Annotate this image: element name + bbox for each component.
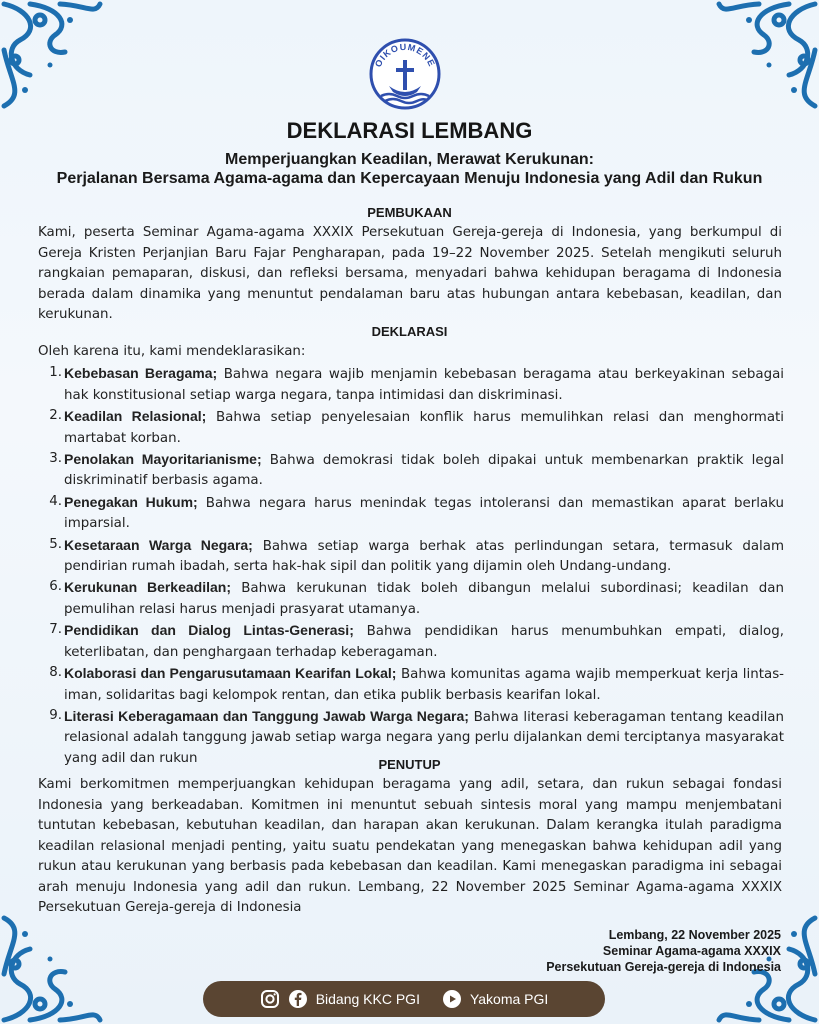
page-title: DEKLARASI LEMBANG: [286, 118, 533, 143]
ornament-icon: [0, 914, 110, 1024]
subtitle-line-2: Perjalanan Bersama Agama-agama dan Kepercayaan Menuju Indonesia yang Adil dan Rukun: [56, 170, 763, 187]
list-number: 5.: [49, 536, 62, 552]
list-item: [38, 620, 784, 663]
signature-event: Seminar Agama-agama XXXIX: [602, 944, 781, 958]
list-item-heading: Kesetaraan Warga Negara;: [64, 536, 253, 553]
signature-block: [546, 927, 781, 975]
list-item-heading: Pendidikan dan Dialog Lintas-Generasi;: [64, 622, 354, 639]
corner-ornament-top-right: [709, 0, 819, 110]
list-item: [38, 449, 784, 492]
facebook-icon[interactable]: [288, 989, 308, 1009]
list-item: [38, 492, 784, 535]
list-number: 7.: [49, 622, 62, 638]
corner-ornament-bottom-left: [0, 914, 110, 1024]
social-handle-kkc[interactable]: Bidang KKC PGI: [315, 991, 420, 1007]
corner-ornament-top-left: [0, 0, 110, 110]
youtube-icon[interactable]: [442, 989, 462, 1009]
opening-paragraph: Kami, peserta Seminar Agama-agama XXXIX Persekutuan Gereja-gereja di Indonesia, yang berkumpul di Gereja Kristen Perjanjian Baru Fajar Pengharapan, pada 19–22 November 2025. Setelah mengikuti seluruh rangkaian pemaparan, diskusi, dan refleksi bersama, menyadari bahwa kehidupan beragama di Indonesia berada dalam dinamika yang menuntut pendalaman baru atas hubungan antara kebebasan, keadilan, dan kerukunan.: [38, 225, 782, 322]
list-number: 4.: [49, 493, 62, 509]
list-item-heading: Kolaborasi dan Pengarusutamaan Kearifan Lokal;: [64, 665, 397, 682]
logo-text: OIKOUMENE: [372, 41, 438, 69]
list-number: 2.: [49, 408, 62, 424]
declaration-heading: DEKLARASI: [371, 324, 448, 339]
list-item: [38, 577, 784, 620]
page-subtitle: [0, 150, 819, 188]
oikoumene-logo: [369, 38, 441, 110]
list-item-heading: Keadilan Relasional;: [64, 408, 207, 425]
social-footer: [203, 981, 605, 1017]
list-number: 8.: [49, 665, 62, 681]
instagram-icon[interactable]: [260, 989, 280, 1009]
list-item: [38, 663, 784, 706]
list-item-text: Bahwa literasi keberagaman tentang keadilan relasional adalah tanggung jawab setiap warga negara yang perlu dijalankan demi terciptanya masyarakat yang adil dan rukun: [64, 709, 784, 766]
list-item-text: Bahwa pendidikan harus menumbuhkan empati, dialog, keterlibatan, dan penghargaan terhadap keberagaman.: [64, 624, 784, 660]
social-handle-yakoma[interactable]: Yakoma PGI: [469, 991, 549, 1007]
list-item-heading: Kerukunan Berkeadilan;: [64, 579, 231, 596]
opening-heading: PEMBUKAAN: [367, 205, 452, 220]
list-number: 6.: [49, 579, 62, 595]
list-item: [38, 406, 784, 449]
list-item-heading: Literasi Keberagamaan dan Tanggung Jawab Warga Negara;: [64, 707, 469, 724]
list-item-text: Bahwa setiap penyelesaian konflik harus memulihkan relasi dan menghormati martabat korban.: [64, 410, 784, 446]
list-item-text: Bahwa setiap warga berhak atas perlindungan setara, termasuk dalam pendirian rumah ibadah, serta hak-hak sipil dan politik yang dijamin oleh Undang-undang.: [64, 538, 785, 575]
list-number: 9.: [49, 707, 62, 723]
declaration-intro: Oleh karena itu, kami mendeklarasikan:: [38, 344, 306, 359]
list-item-text: Bahwa negara wajib menjamin kebebasan beragama atau berkeyakinan sebagai hak konstitusional setiap warga negara, tanpa intimidasi dan diskriminasi.: [64, 367, 784, 403]
list-item: [38, 363, 784, 406]
list-item-text: Bahwa negara harus menindak tegas intoleransi dan memastikan aparat berlaku imparsial.: [64, 495, 784, 532]
declaration-list: [38, 342, 784, 769]
list-item-text: Bahwa kerukunan tidak boleh dibangun melalui subordinasi; keadilan dan pemulihan relasi harus menjadi prasyarat utamanya.: [64, 581, 784, 617]
ornament-icon: [709, 0, 819, 110]
signature-date: Lembang, 22 November 2025: [608, 928, 781, 942]
list-item-text: Bahwa komunitas agama wajib memperkuat kerja lintas-iman, solidaritas bagi kelompok rentan, dan etika publik berbasis kearifan lokal.: [64, 667, 785, 703]
ornament-icon: [0, 0, 110, 110]
list-item-heading: Kebebasan Beragama;: [64, 365, 218, 382]
subtitle-line-1: Memperjuangkan Keadilan, Merawat Kerukunan:: [225, 151, 594, 168]
closing-paragraph: Kami berkomitmen memperjuangkan kehidupan beragama yang adil, setara, dan rukun sebagai fondasi Indonesia yang berkeadaban. Komitmen ini menuntut sebuah sintesis moral yang mampu menjembatani tuntutan kebebasan, kebutuhan keadilan, dan harapan akan kerukunan. Dalam kerangka itulah paradigma keadilan relasional menjadi penting, yaitu suatu pendekatan yang menegaskan bahwa kehidupan adil yang rukun atau kerukunan yang berbasis pada kebebasan dan keadilan. Kami menegaskan paradigma ini sebagai arah menuju Indonesia yang adil dan rukun. Lembang, 22 November 2025 Seminar Agama-agama XXXIX Persekutuan Gereja-gereja di Indonesia: [38, 777, 782, 915]
list-item-text: Bahwa demokrasi tidak boleh dipakai untuk membenarkan praktik legal diskriminatif berbasis agama.: [64, 453, 784, 489]
list-item: [38, 535, 784, 578]
list-item-heading: Penolakan Mayoritarianisme;: [64, 451, 262, 468]
closing-heading: PENUTUP: [378, 757, 441, 772]
list-number: 3.: [49, 451, 62, 467]
list-item-heading: Penegakan Hukum;: [64, 493, 198, 510]
list-number: 1.: [49, 365, 62, 381]
signature-org: Persekutuan Gereja-gereja di Indonesia: [546, 960, 781, 974]
